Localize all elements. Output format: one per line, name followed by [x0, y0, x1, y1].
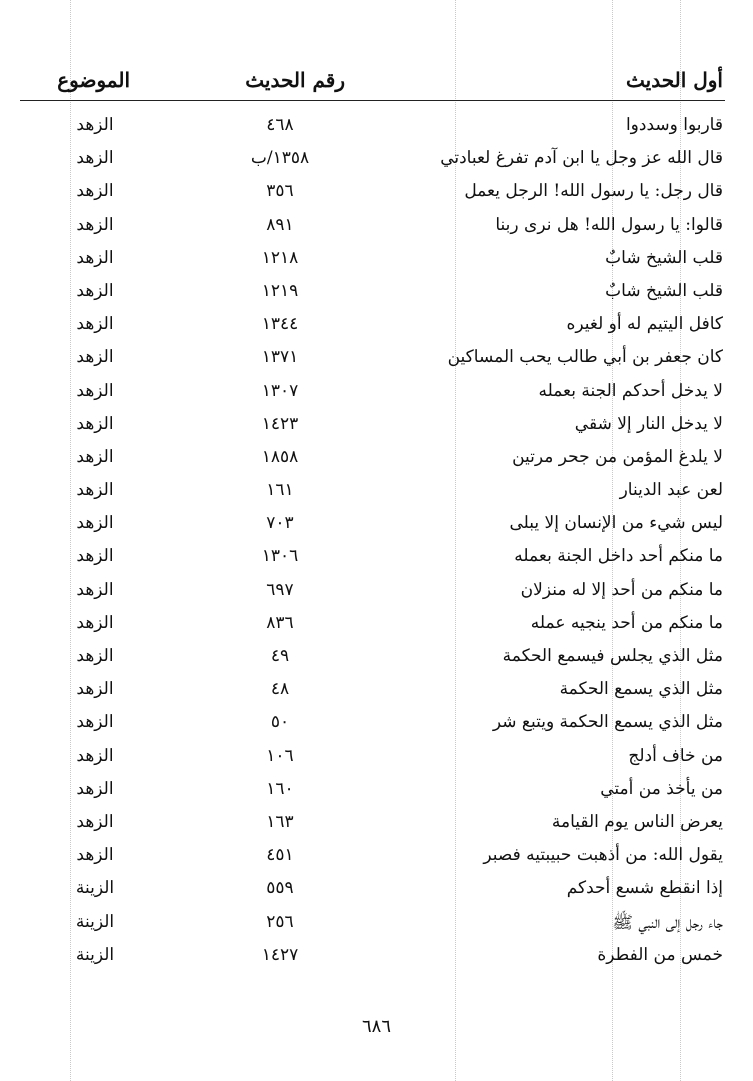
hadith-number: ١٨٥٨: [261, 446, 299, 467]
hadith-first-words: من يأخذ من أمتي: [600, 778, 723, 799]
hadith-topic: الزهد: [76, 347, 114, 368]
hadith-first-words: قالوا: يا رسول الله! هل نرى ربنا: [495, 214, 723, 235]
table-header: [20, 64, 725, 101]
hadith-topic: الزهد: [76, 845, 114, 866]
hadith-topic: الزهد: [76, 579, 114, 600]
hadith-first-words: قاربوا وسددوا: [625, 115, 723, 135]
table-row: [20, 145, 725, 178]
table-row: [20, 411, 725, 444]
hadith-first-words: مثل الذي يسمع الحكمة ويتبع شر: [492, 712, 723, 733]
hadith-topic: الزهد: [76, 745, 114, 766]
hadith-topic: الزهد: [76, 148, 114, 169]
hadith-number: ٤٩: [270, 646, 290, 666]
header-topic: الموضوع: [57, 68, 130, 92]
hadith-first-words: ليس شيء من الإنسان إلا يبلى: [509, 513, 723, 534]
hadith-number: ١٢١٩: [261, 280, 299, 301]
table-row: [20, 378, 725, 411]
table-row: [20, 942, 725, 975]
table-row: [20, 112, 725, 145]
hadith-topic: الزهد: [76, 413, 114, 434]
table-row: [20, 909, 725, 942]
hadith-number: ١٠٦: [266, 745, 294, 766]
hadith-topic: الزهد: [76, 247, 114, 268]
hadith-number: ٤٦٨: [266, 115, 294, 135]
hadith-first-words: قلب الشيخ شابٌ: [605, 280, 723, 301]
hadith-number: ٢٥٦: [266, 911, 294, 932]
hadith-topic: الزهد: [76, 314, 114, 335]
hadith-number: ١٣٠٦: [261, 546, 299, 567]
hadith-first-words: يعرض الناس يوم القيامة: [551, 811, 723, 832]
hadith-topic: الزينة: [75, 944, 115, 965]
hadith-topic: الزهد: [76, 546, 114, 567]
hadith-first-words: ما منكم أحد داخل الجنة بعمله: [514, 546, 723, 567]
hadith-topic: الزهد: [76, 480, 114, 501]
table-row: [20, 477, 725, 510]
table-row: [20, 643, 725, 676]
table-row: [20, 178, 725, 211]
hadith-first-words: خمس من الفطرة: [597, 944, 723, 965]
hadith-first-words: مثل الذي يسمع الحكمة: [559, 679, 723, 700]
hadith-number: ١٤٢٧: [261, 944, 299, 965]
hadith-first-words: لعن عبد الدينار: [619, 480, 723, 501]
table-row: [20, 709, 725, 742]
hadith-first-words: إذا انقطع شسع أحدكم: [566, 878, 723, 899]
table-row: [20, 543, 725, 576]
hadith-topic: الزهد: [76, 811, 114, 832]
table-row: [20, 743, 725, 776]
hadith-number: ٨٣٦: [266, 612, 294, 633]
hadith-number: ١٣٤٤: [261, 314, 299, 335]
hadith-number: ١٣٧١: [261, 347, 299, 368]
page-number: ٦٨٦: [361, 1016, 391, 1037]
hadith-number: ٨٩١: [266, 214, 294, 235]
hadith-topic: الزينة: [75, 878, 115, 899]
table-row: [20, 676, 725, 709]
hadith-first-words: قال رجل: يا رسول الله! الرجل يعمل: [464, 181, 723, 202]
hadith-number: ٤٨: [270, 679, 290, 700]
hadith-first-words: قال الله عز وجل يا ابن آدم تفرغ لعبادتي: [440, 148, 723, 169]
hadith-first-words: لا يدخل النار إلا شقي: [574, 413, 723, 434]
table-row: [20, 444, 725, 477]
hadith-topic: الزهد: [76, 446, 114, 467]
table-row: [20, 510, 725, 543]
hadith-first-words: من خاف أدلج: [628, 745, 723, 766]
hadith-number: ٦٩٧: [266, 579, 294, 600]
table-row: [20, 278, 725, 311]
table-body: [20, 112, 725, 975]
hadith-topic: الزهد: [76, 612, 114, 633]
header-hadith-number: رقم الحديث: [245, 68, 345, 92]
table-row: [20, 311, 725, 344]
hadith-topic: الزهد: [76, 280, 114, 301]
hadith-number: ٣٥٦: [266, 181, 294, 202]
hadith-topic: الزهد: [76, 380, 114, 401]
hadith-first-words: ما منكم من أحد إلا له منزلان: [520, 579, 723, 600]
table-row: [20, 776, 725, 809]
hadith-topic: الزينة: [75, 911, 115, 932]
hadith-first-words: يقول الله: من أذهبت حبيبتيه فصبر: [483, 845, 723, 866]
hadith-number: ٥٥٩: [266, 878, 294, 899]
hadith-topic: الزهد: [76, 115, 114, 135]
hadith-number: ٤٥١: [266, 845, 294, 866]
table-row: [20, 610, 725, 643]
table-row: [20, 842, 725, 875]
hadith-topic: الزهد: [76, 646, 114, 666]
hadith-number: ١٣٠٧: [261, 380, 299, 401]
hadith-number: ٧٠٣: [266, 513, 294, 534]
hadith-number: ١٣٥٨/ب: [250, 148, 310, 169]
hadith-first-words: مثل الذي يجلس فيسمع الحكمة: [502, 646, 723, 666]
hadith-first-words: لا يلدغ المؤمن من جحر مرتين: [512, 446, 723, 467]
hadith-topic: الزهد: [76, 513, 114, 534]
header-first-words: أول الحديث: [626, 68, 723, 92]
hadith-number: ١٦٣: [266, 811, 294, 832]
hadith-topic: الزهد: [76, 679, 114, 700]
table-row: [20, 245, 725, 278]
hadith-number: ١٢١٨: [261, 247, 299, 268]
hadith-topic: الزهد: [76, 778, 114, 799]
hadith-first-words: كان جعفر بن أبي طالب يحب المساكين: [447, 347, 723, 368]
hadith-number: ١٦٠: [266, 778, 294, 799]
table-row: [20, 212, 725, 245]
hadith-topic: الزهد: [76, 214, 114, 235]
hadith-first-words: جاء رجل إلى النبي ﷺ: [612, 912, 723, 933]
hadith-first-words: لا يدخل أحدكم الجنة بعمله: [538, 380, 723, 401]
hadith-first-words: ما منكم من أحد ينجيه عمله: [530, 612, 723, 633]
hadith-topic: الزهد: [76, 712, 114, 733]
hadith-first-words: كافل اليتيم له أو لغيره: [566, 314, 723, 335]
hadith-number: ١٦١: [266, 480, 294, 501]
table-row: [20, 344, 725, 377]
table-row: [20, 809, 725, 842]
hadith-first-words: قلب الشيخ شابٌ: [605, 247, 723, 268]
hadith-number: ١٤٢٣: [261, 413, 299, 434]
table-row: [20, 875, 725, 908]
hadith-topic: الزهد: [76, 181, 114, 202]
table-row: [20, 577, 725, 610]
hadith-number: ٥٠: [270, 712, 290, 733]
